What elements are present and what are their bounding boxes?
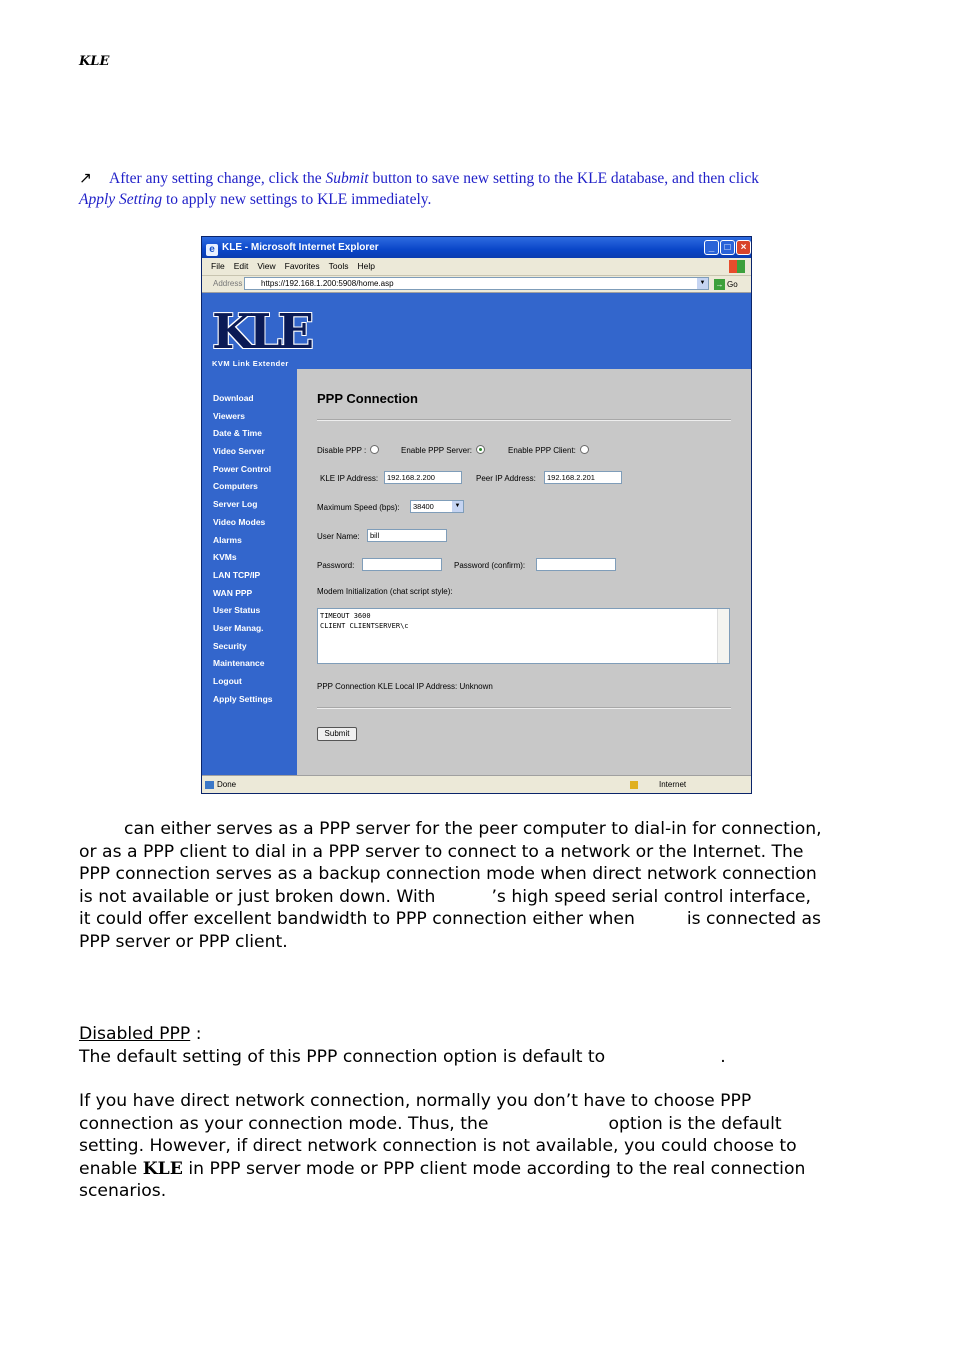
text-line	[79, 908, 889, 931]
text-line: scenarios.	[79, 1181, 167, 1202]
title-bar	[202, 237, 751, 258]
go-arrow-icon: →	[715, 280, 724, 289]
status-text: Done	[217, 780, 237, 789]
scrollbar[interactable]	[717, 609, 729, 663]
chevron-down-icon: ▼	[452, 501, 463, 512]
menu-help[interactable]: Help	[357, 261, 375, 271]
sidebar-item-server-log[interactable]: Server Log	[213, 499, 258, 510]
text-line	[79, 1113, 889, 1136]
heading-colon: :	[190, 1024, 202, 1044]
disable-ppp-radio[interactable]	[370, 445, 379, 454]
note-icon: ↗	[79, 170, 92, 187]
text-fragment: it could offer excellent bandwidth to PPP connection either when	[79, 909, 635, 930]
peer-ip-input[interactable]: 192.168.2.201	[544, 471, 622, 484]
text-line: can either serves as a PPP server for the peer computer to dial-in for connection,	[124, 819, 822, 839]
note-paragraph	[79, 168, 889, 210]
password-label: Password:	[317, 561, 355, 570]
sidebar-item-wan-ppp[interactable]: WAN PPP	[213, 587, 253, 598]
logo-subtitle: KVM Link Extender	[212, 359, 289, 368]
disable-ppp-option	[317, 445, 379, 455]
chevron-down-icon[interactable]: ▼	[697, 278, 708, 289]
windows-flag-icon	[729, 260, 745, 273]
kle-term: KLE	[142, 1158, 183, 1179]
password-input[interactable]	[362, 558, 442, 571]
text-line: PPP server or PPP client.	[79, 931, 288, 952]
sidebar-item-computers[interactable]: Computers	[213, 481, 258, 492]
sidebar-item-video-modes[interactable]: Video Modes	[213, 516, 266, 527]
go-label: Go	[727, 280, 738, 289]
browser-window	[201, 236, 752, 794]
text-fragment: is not available or just broken down. With	[79, 886, 436, 907]
internet-zone: Internet	[659, 780, 687, 789]
sidebar-item-date-time[interactable]: Date & Time	[213, 428, 262, 439]
enable-server-label: Enable PPP Server:	[401, 446, 473, 455]
close-button[interactable]: ×	[736, 240, 751, 255]
address-label: Address	[213, 279, 243, 288]
menu-bar	[202, 258, 751, 276]
section-heading	[79, 1023, 889, 1046]
submit-button[interactable]: Submit	[317, 727, 357, 741]
script-line: TIMEOUT 3600	[320, 612, 371, 620]
speed-select[interactable]	[410, 500, 464, 513]
password-confirm-input[interactable]	[536, 558, 616, 571]
disabled-ppp-section	[79, 1023, 889, 1068]
page-title: PPP Connection	[317, 391, 418, 406]
text-line	[79, 1046, 889, 1069]
speed-label: Maximum Speed (bps):	[317, 503, 400, 512]
menu-file[interactable]: File	[211, 261, 225, 271]
peer-ip-label: Peer IP Address:	[476, 474, 536, 483]
status-bar	[202, 775, 751, 794]
address-input[interactable]	[244, 277, 709, 290]
text-line: setting. However, if direct network connection is not available, you could choose to	[79, 1136, 797, 1157]
local-ip-status: PPP Connection KLE Local IP Address: Unknown	[317, 682, 493, 691]
note-text-3: to apply new settings to KLE immediately.	[162, 191, 432, 208]
enable-client-option	[508, 445, 589, 455]
explanation-paragraph	[79, 1090, 889, 1203]
text-fragment: enable	[79, 1158, 143, 1179]
modem-script-textarea[interactable]	[317, 608, 730, 664]
menu-tools[interactable]: Tools	[328, 261, 349, 271]
logo-text: KLE	[212, 304, 310, 360]
kle-logo	[212, 304, 318, 369]
note-text-2: button to save new setting to the KLE database, and then click	[368, 170, 759, 187]
sidebar-item-logout[interactable]: Logout	[213, 676, 242, 686]
maximize-button[interactable]: □	[720, 240, 735, 255]
address-value: https://192.168.1.200:5908/home.asp	[261, 279, 394, 288]
text-line	[79, 1158, 889, 1181]
text-fragment: The default setting of this PPP connection option is default to	[79, 1046, 606, 1067]
heading-text: Disabled PPP	[79, 1024, 191, 1044]
lock-icon	[630, 781, 638, 789]
go-button[interactable]	[714, 277, 738, 293]
sidebar-item-power-control[interactable]: Power Control	[213, 463, 272, 474]
text-fragment: option is the default	[608, 1113, 782, 1134]
menu-favorites[interactable]: Favorites	[284, 261, 320, 271]
enable-server-option	[401, 445, 485, 455]
text-fragment: in PPP server mode or PPP client mode according to the real connection	[182, 1158, 806, 1179]
user-label: User Name:	[317, 532, 360, 541]
sidebar-item-kvms[interactable]: KVMs	[213, 552, 237, 563]
sidebar-item-maintenance[interactable]: Maintenance	[213, 658, 265, 669]
sidebar-item-user-status[interactable]: User Status	[213, 605, 261, 616]
intro-paragraph	[79, 818, 889, 954]
enable-server-radio[interactable]	[476, 445, 485, 454]
enable-client-label: Enable PPP Client:	[508, 446, 576, 455]
text-fragment: is connected as	[686, 909, 822, 930]
menu-edit[interactable]: Edit	[233, 261, 249, 271]
divider	[317, 707, 731, 709]
ie-icon: e	[206, 244, 218, 256]
text-fragment: .	[720, 1046, 726, 1067]
enable-client-radio[interactable]	[580, 445, 589, 454]
divider	[317, 419, 731, 421]
minimize-button[interactable]: _	[704, 240, 719, 255]
speed-value: 38400	[413, 502, 434, 511]
document-header: KLE	[79, 54, 110, 69]
sidebar-item-alarms[interactable]: Alarms	[213, 534, 242, 545]
text-fragment: connection as your connection mode. Thus, the	[79, 1113, 489, 1134]
web-page	[202, 293, 751, 775]
page-icon	[205, 781, 214, 789]
sidebar-item-security[interactable]: Security	[213, 640, 247, 651]
disable-ppp-label: Disable PPP :	[317, 446, 367, 455]
text-line: If you have direct network connection, normally you don’t have to choose PPP	[79, 1091, 752, 1111]
sidebar-nav	[213, 391, 297, 709]
text-line: PPP connection serves as a backup connection mode when direct network connection	[79, 864, 817, 885]
modem-label: Modem Initialization (chat script style):	[317, 587, 453, 596]
sidebar-item-download[interactable]: Download	[213, 393, 254, 403]
note-text-1: After any setting change, click the	[109, 170, 326, 187]
menu-view[interactable]: View	[257, 261, 276, 271]
sidebar-item-lan-tcpip[interactable]: LAN TCP/IP	[213, 569, 261, 580]
text-line: or as a PPP client to dial in a PPP server to connect to a network or the Internet. The	[79, 841, 804, 862]
text-fragment: ’s high speed serial control interface,	[491, 886, 811, 907]
window-title: KLE - Microsoft Internet Explorer	[222, 242, 379, 253]
kle-ip-label: KLE IP Address:	[320, 474, 379, 483]
sidebar-item-apply-settings[interactable]: Apply Settings	[213, 693, 273, 704]
sidebar-item-viewers[interactable]: Viewers	[213, 410, 245, 421]
note-apply-term: Apply Setting	[79, 191, 163, 208]
note-submit-term: Submit	[325, 170, 369, 187]
sidebar-item-video-server[interactable]: Video Server	[213, 446, 265, 457]
kle-ip-input[interactable]: 192.168.2.200	[384, 471, 462, 484]
sidebar-item-user-manag[interactable]: User Manag.	[213, 622, 264, 633]
script-line: CLIENT CLIENTSERVER\c	[320, 622, 409, 630]
address-bar	[202, 276, 751, 293]
text-line	[79, 886, 889, 909]
user-input[interactable]: bill	[367, 529, 447, 542]
password-confirm-label: Password (confirm):	[454, 561, 526, 570]
